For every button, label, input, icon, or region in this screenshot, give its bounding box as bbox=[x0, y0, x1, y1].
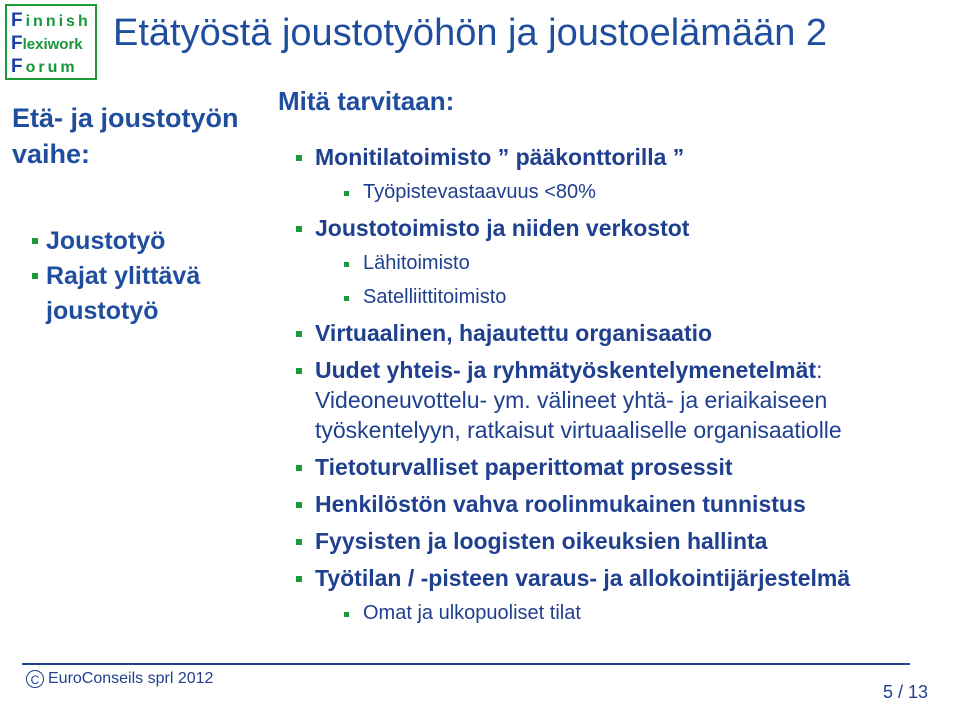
bullet-henkiloston-tunnistus: Henkilöstön vahva roolinmukainen tunnistus bbox=[296, 489, 956, 519]
bullet-list bbox=[296, 142, 956, 634]
bullet-uudet-menetelmat-detail: : Videoneuvottelu- ym. välineet yhtä- ja eriaikaiseen työskentelyyn, ratkaisut virtuaaliselle organisaatiolle bbox=[315, 357, 842, 443]
sub-bullet-satelliittitoimisto: Satelliittitoimisto bbox=[296, 284, 956, 311]
sidebar bbox=[12, 100, 262, 329]
bullet-uudet-menetelmat bbox=[296, 355, 956, 445]
sub-bullet-omat-tilat: Omat ja ulkopuoliset tilat bbox=[296, 600, 956, 627]
sub-bullet-tyopistevastaavuus: Työpistevastaavuus <80% bbox=[296, 179, 956, 206]
bullet-varausjarjestelma: Työtilan / -pisteen varaus- ja allokointijärjestelmä bbox=[296, 563, 956, 593]
finnish-flexiwork-forum-logo bbox=[5, 4, 97, 80]
section-subtitle: Mitä tarvitaan: bbox=[278, 86, 455, 116]
copyright-text: EuroConseils sprl 2012 bbox=[48, 670, 214, 688]
logo-line-1: Finnish bbox=[11, 10, 91, 31]
bullet-joustotoimisto: Joustotoimisto ja niiden verkostot bbox=[296, 213, 956, 243]
bullet-tietoturvalliset-prosessit: Tietoturvalliset paperittomat prosessit bbox=[296, 452, 956, 482]
logo-line-2: Flexiwork bbox=[11, 33, 83, 54]
bullet-monitilatoimisto: Monitilatoimisto ” pääkonttorilla ” bbox=[296, 142, 956, 172]
logo-line-3: Forum bbox=[11, 56, 78, 77]
sidebar-item-joustotyo: Joustotyö bbox=[12, 224, 262, 259]
slide-title: Etätyöstä joustotyöhön ja joustoelämään 2 bbox=[113, 12, 828, 54]
bullet-virtuaalinen-organisaatio: Virtuaalinen, hajautettu organisaatio bbox=[296, 318, 956, 348]
footer-divider bbox=[22, 663, 910, 665]
sidebar-item-rajat-ylittava: Rajat ylittävä joustotyö bbox=[12, 259, 262, 329]
footer-copyright bbox=[26, 670, 213, 688]
bullet-uudet-menetelmat-bold: Uudet yhteis- ja ryhmätyöskentelymenetelmät bbox=[315, 357, 817, 383]
sidebar-heading: Etä- ja joustotyön vaihe: bbox=[12, 103, 239, 169]
copyright-icon: C bbox=[26, 670, 44, 688]
page-number: 5 / 13 bbox=[883, 682, 929, 702]
bullet-oikeuksien-hallinta: Fyysisten ja loogisten oikeuksien hallinta bbox=[296, 526, 956, 556]
sub-bullet-lahitoimisto: Lähitoimisto bbox=[296, 250, 956, 277]
sidebar-list bbox=[12, 224, 262, 329]
